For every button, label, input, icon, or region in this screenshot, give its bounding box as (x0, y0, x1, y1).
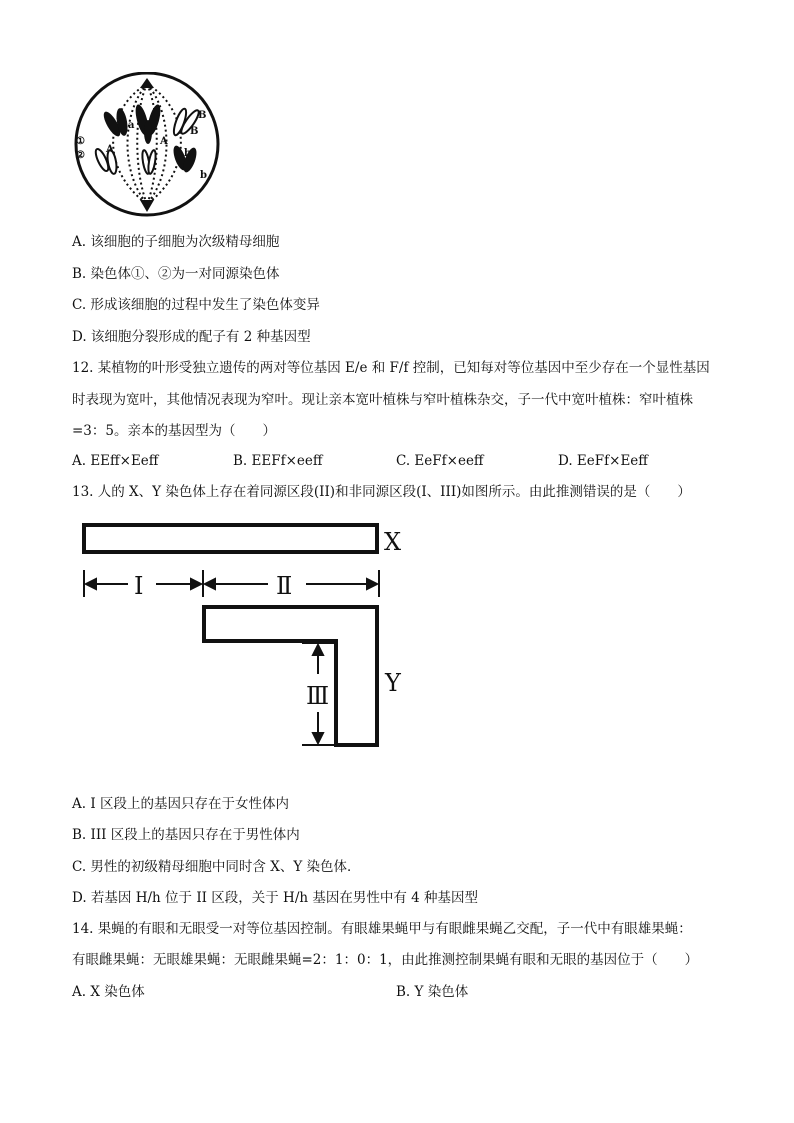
q12-stem-line-2: 时表现为宽叶，其他情况表现为窄叶。现让亲本宽叶植株与窄叶植株杂交，子一代中宽叶植株：窄叶植株 (72, 392, 693, 408)
segment-1-label: Ⅰ (134, 572, 144, 600)
q11-option-d: D. 该细胞分裂形成的配子有 2 种基因型 (72, 329, 311, 345)
x-label: X (384, 528, 402, 556)
q14-option-b: B. Y 染色体 (396, 984, 469, 1000)
bottom-centrosome (140, 200, 154, 212)
q12-option-c: C. EeFf×eeff (396, 453, 484, 469)
chromosomes-top (101, 103, 202, 144)
q12-option-d: D. EeFf×Eeff (558, 453, 648, 469)
label-B-1: B (198, 110, 207, 121)
label-b-2: b (200, 170, 207, 181)
q12-stem-line-1: 12. 某植物的叶形受独立遗传的两对等位基因 E/e 和 F/f 控制，已知每对等位基因中至少存在一个显性基因 (72, 360, 710, 376)
q12-stem-line-3: =3：5。亲本的基因型为（ ） (72, 423, 276, 439)
label-circle2: ② (76, 150, 85, 161)
xy-chromosome-figure (0, 510, 430, 755)
label-circle1: ① (76, 136, 85, 147)
q11-option-b: B. 染色体①、②为一对同源染色体 (72, 266, 280, 282)
q14-stem-line-2: 有眼雌果蝇：无眼雄果蝇：无眼雌果蝇=2：1：0：1，由此推测控制果蝇有眼和无眼的基因位于（ ） (72, 952, 699, 968)
q13-option-b: B. III 区段上的基因只存在于男性体内 (72, 827, 300, 843)
y-label: Y (385, 669, 401, 697)
q12-option-b: B. EEFf×eeff (233, 453, 323, 469)
y-chromosome (204, 607, 377, 745)
label-A-bottom: A (106, 144, 114, 155)
top-centrosome (140, 78, 154, 88)
q13-option-d: D. 若基因 H/h 位于 II 区段，关于 H/h 基因在男性中有 4 种基因型 (72, 890, 479, 906)
q14-stem-line-1: 14. 果蝇的有眼和无眼受一对等位基因控制。有眼雄果蝇甲与有眼雌果蝇乙交配，子一代中有眼雄果蝇： (72, 921, 692, 937)
q11-option-a: A. 该细胞的子细胞为次级精母细胞 (72, 234, 280, 250)
label-b-1: b (184, 148, 191, 159)
q13-option-a: A. I 区段上的基因只存在于女性体内 (72, 796, 289, 812)
q14-option-a: A. X 染色体 (72, 984, 145, 1000)
segment-2-label: Ⅱ (276, 572, 293, 600)
segment-1-arrow (86, 579, 201, 589)
segment-3-label: Ⅲ (306, 682, 330, 710)
q12-option-a: A. EEff×Eeff (72, 453, 159, 469)
q11-option-c: C. 形成该细胞的过程中发生了染色体变异 (72, 297, 320, 313)
label-A-top: A (160, 136, 168, 147)
label-a: a (128, 120, 135, 131)
spindle-fibers (113, 84, 181, 204)
label-B-2: B (190, 126, 199, 137)
cell-membrane (76, 73, 218, 215)
q13-option-c: C. 男性的初级精母细胞中同时含 X、Y 染色体． (72, 859, 361, 875)
x-chromosome (84, 525, 377, 552)
cell-division-figure (72, 72, 222, 217)
q13-stem: 13. 人的 X、Y 染色体上存在着同源区段(II)和非同源区段(I、III)如图所示。由此推测错误的是（ ） (72, 484, 691, 500)
